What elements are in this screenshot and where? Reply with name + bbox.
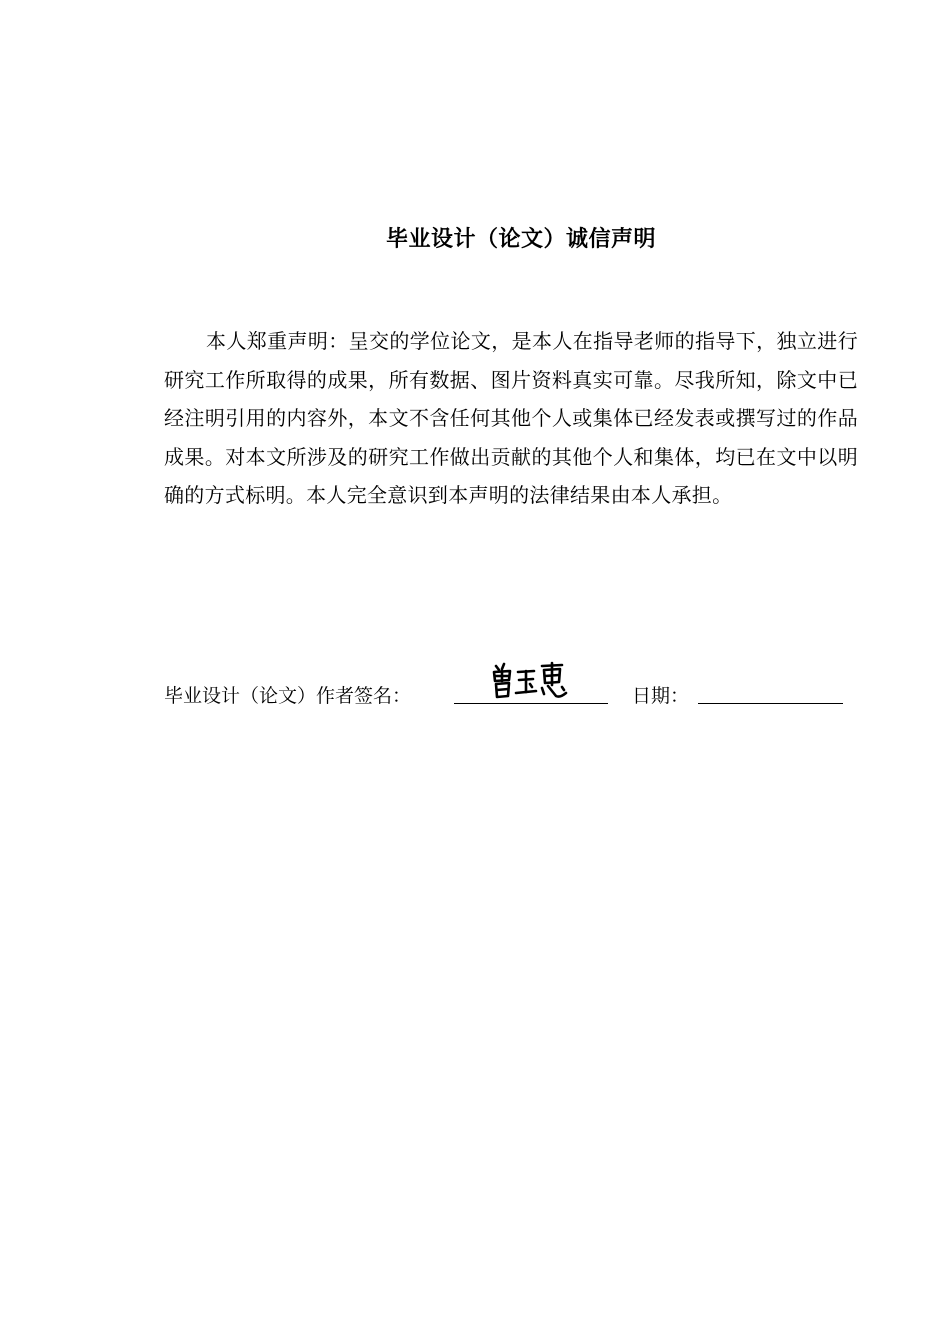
- author-signature-line: [454, 703, 608, 704]
- date-line: [698, 703, 843, 704]
- signature-row: [164, 680, 864, 712]
- declaration-title: 毕业设计（论文）诚信声明: [386, 227, 657, 252]
- declaration-body: 本人郑重声明：呈交的学位论文，是本人在指导老师的指导下，独立进行研究工作所取得的成果，所有数据、图片资料真实可靠。尽我所知，除文中已经注明引用的内容外，本文不含任何其他个人或集体已经发表或撰写过的作品成果。对本文所涉及的研究工作做出贡献的其他个人和集体，均已在文中以明确的方式标明。本人完全意识到本声明的法律结果由本人承担。: [164, 329, 858, 507]
- date-label: 日期：: [632, 685, 690, 707]
- author-signature-label: 毕业设计（论文）作者签名：: [164, 685, 412, 707]
- handwritten-signature-icon: [490, 658, 570, 702]
